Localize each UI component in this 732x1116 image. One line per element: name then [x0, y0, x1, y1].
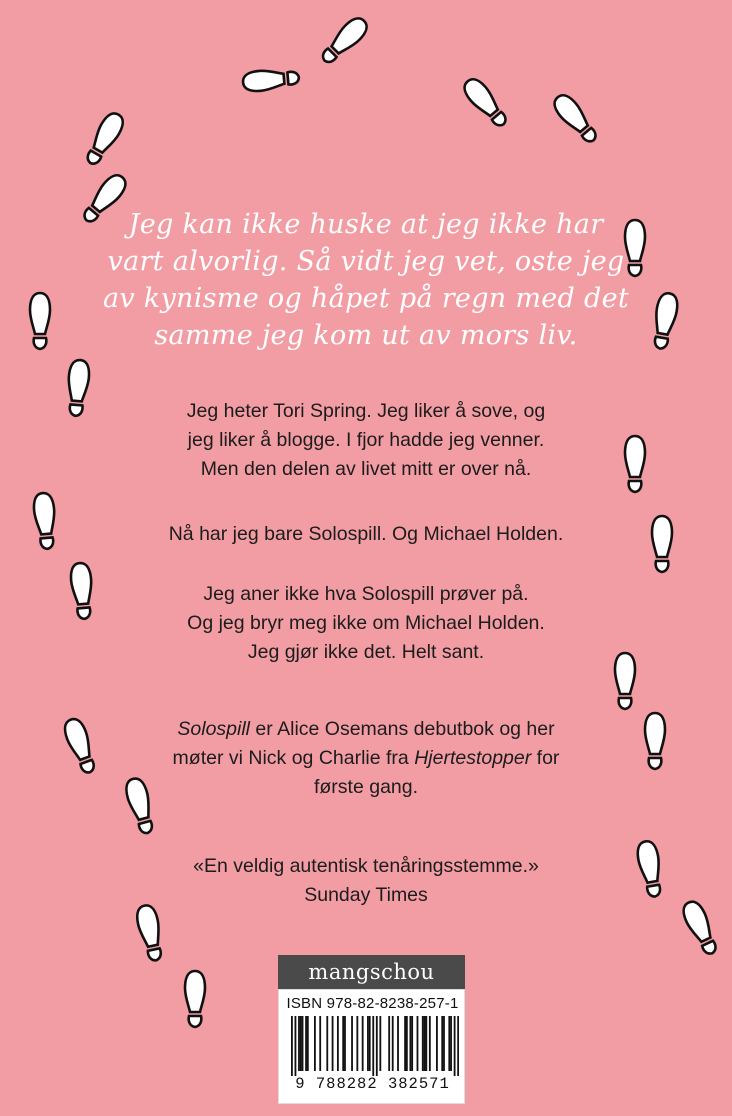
barcode-bar [314, 1016, 316, 1071]
text-line: Jeg gjør ikke det. Helt sant. [247, 641, 485, 663]
barcode-bar [411, 1016, 413, 1071]
review-block [0, 852, 732, 910]
barcode-bar [307, 1016, 309, 1071]
barcode-bar [429, 1016, 431, 1071]
barcode-bar [417, 1016, 419, 1071]
barcode-bar [443, 1016, 445, 1071]
barcode-bar [425, 1016, 427, 1071]
barcode-bar [397, 1016, 399, 1071]
footprint-icon [460, 75, 511, 131]
intro-paragraph [0, 397, 732, 484]
barcode-bar [332, 1016, 334, 1071]
text-span: er Alice Osemans debutbok og her [250, 718, 555, 740]
barcode-bar [369, 1016, 371, 1071]
footprint-icon [185, 971, 205, 1027]
barcode-bar [376, 1016, 378, 1076]
text-span: for [531, 747, 560, 769]
handwritten-quote [0, 206, 732, 354]
barcode-bar [409, 1016, 411, 1071]
closing-paragraph [0, 580, 732, 667]
barcode-bar [300, 1016, 302, 1071]
footprint-icon [242, 68, 300, 93]
barcode-panel [278, 989, 465, 1104]
barcode-bar [404, 1016, 406, 1071]
text-line: jeg liker å blogge. I fjor hadde jeg venner. [187, 429, 545, 451]
review-quote: «En veldig autentisk tenåringsstemme.» [193, 855, 539, 877]
ean-digits: 9 788282 382571 [295, 1075, 450, 1093]
barcode-bar [291, 1016, 293, 1076]
barcode-bar [319, 1016, 321, 1071]
handwritten-line: vart alvorlig. Så vidt jeg vet, oste jeg [107, 246, 625, 277]
barcode-bar [436, 1016, 438, 1071]
handwritten-line: Jeg kan ikke huske at jeg ikke har [128, 209, 604, 240]
barcode-bar [295, 1016, 297, 1076]
text-line: Nå har jeg bare Solospill. Og Michael Holden. [168, 523, 564, 545]
barcode-bar [351, 1016, 353, 1071]
text-line: Men den delen av livet mitt er over nå. [200, 458, 532, 480]
barcode-bar [298, 1016, 300, 1071]
barcode-bar [388, 1016, 390, 1071]
barcode-bar [367, 1016, 369, 1071]
barcode-bar [450, 1016, 452, 1071]
text-line [0, 715, 732, 744]
barcode-bar [302, 1016, 304, 1071]
isbn-label: ISBN 978-82-8238-257-1 [286, 995, 459, 1012]
review-source: Sunday Times [304, 884, 428, 906]
barcode-bar [305, 1016, 307, 1071]
series-title: Hjertestopper [414, 747, 532, 769]
handwritten-line: samme jeg kom ut av mors liv. [154, 320, 578, 351]
handwritten-line: av kynisme og håpet på regn med det [102, 283, 630, 314]
debut-paragraph [0, 715, 732, 802]
barcode-bar [372, 1016, 374, 1076]
barcode-bar [448, 1016, 450, 1071]
text-line: Jeg heter Tori Spring. Jeg liker å sove, og [186, 400, 546, 422]
footprint-icon [135, 904, 166, 963]
book-title: Solospill [177, 718, 251, 740]
barcode-bar [362, 1016, 364, 1071]
barcode-bar [392, 1016, 394, 1071]
barcode-bar [356, 1016, 358, 1071]
barcode-bar [344, 1016, 346, 1071]
text-line: Og jeg bryr meg ikke om Michael Holden. [187, 612, 545, 634]
publisher-logo: mangschou [278, 955, 465, 989]
footprint-icon [82, 110, 127, 168]
text-line: Jeg aner ikke hva Solospill prøver på. [203, 583, 529, 605]
barcode-bar [422, 1016, 424, 1071]
barcode-bar [326, 1016, 328, 1071]
ean-barcode [291, 1016, 459, 1076]
footprint-icon [550, 91, 601, 147]
barcode-bar [424, 1016, 426, 1071]
text-span: møter vi Nick og Charlie fra [172, 747, 415, 769]
middle-paragraph [0, 520, 732, 549]
barcode-bar [337, 1016, 339, 1071]
barcode-bar [457, 1016, 459, 1076]
text-line [0, 744, 732, 773]
barcode-bar [342, 1016, 344, 1071]
barcode-bar [406, 1016, 408, 1071]
barcode-bar [441, 1016, 443, 1071]
barcode-bar [379, 1016, 381, 1071]
barcode-bar [454, 1016, 456, 1076]
text-line: første gang. [313, 776, 419, 798]
footprint-icon [317, 14, 371, 68]
